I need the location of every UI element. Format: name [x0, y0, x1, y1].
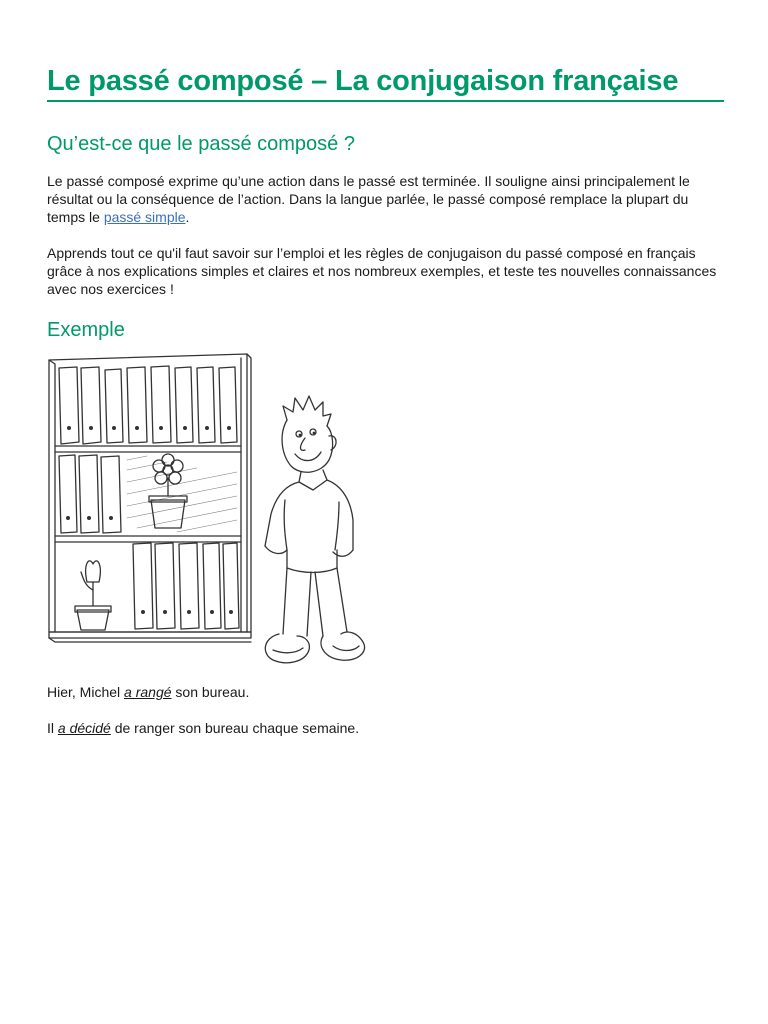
- example-sentence: [47, 719, 724, 737]
- intro-text: Le passé composé exprime qu’une action dans le passé est terminée. Il souligne ainsi principalement le résultat ou la conséquence de l’action. Dans la langue parlée, le passé composé remplace la plupart du temps le: [47, 173, 690, 225]
- section-heading: Qu’est-ce que le passé composé ?: [47, 133, 355, 155]
- example-sentence: [47, 683, 724, 701]
- document-page: [47, 64, 724, 737]
- example-text: de ranger son bureau chaque semaine.: [110, 720, 360, 736]
- intro-text-end: .: [185, 209, 190, 225]
- example-heading: Exemple: [47, 319, 125, 341]
- example-text: Hier, Michel: [47, 684, 125, 700]
- example-text: son bureau.: [171, 684, 250, 700]
- example-text: Il: [47, 720, 58, 736]
- boy-drawing: [265, 396, 365, 663]
- bookshelf-boy-illustration: [47, 350, 377, 675]
- passe-simple-link[interactable]: passé simple: [103, 209, 186, 225]
- intro-paragraph: [47, 172, 724, 226]
- page-title: Le passé composé – La conjugaison française: [47, 64, 724, 102]
- explanation-paragraph: Apprends tout ce qu'il faut savoir sur l’emploi et les règles de conjugaison du passé composé en français grâce à nos explications simples et claires et nos nombreux exemples, et teste tes nouvelles connaissances avec nos exercices !: [47, 245, 717, 297]
- bookshelf-drawing: [49, 354, 251, 642]
- example-verb: a décidé: [57, 720, 111, 736]
- example-verb: a rangé: [124, 684, 172, 700]
